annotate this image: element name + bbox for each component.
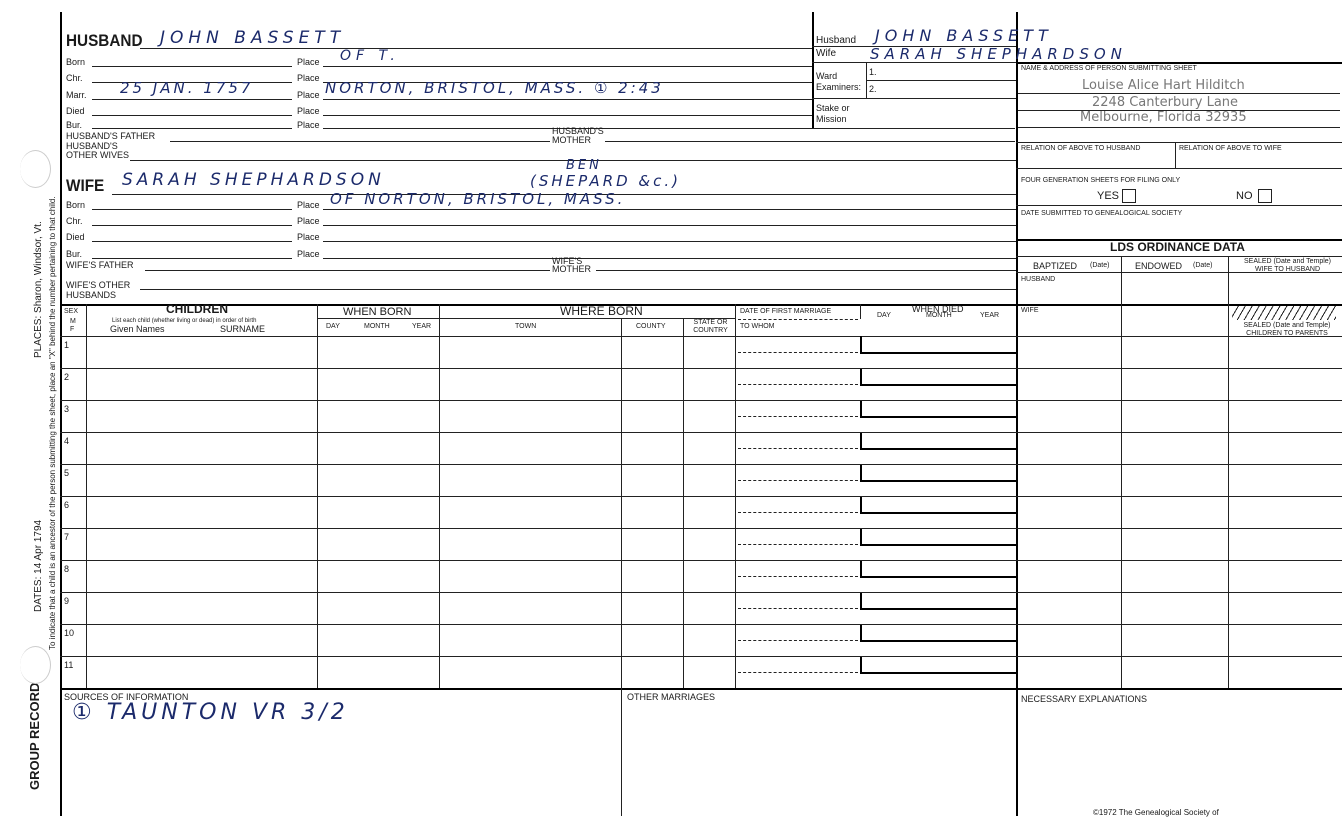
date-submitted-label: DATE SUBMITTED TO GENEALOGICAL SOCIETY [1021, 210, 1183, 217]
wife-died-label: Died [66, 232, 85, 242]
marr-label: Marr. [66, 90, 87, 100]
chr-label: Chr. [66, 73, 83, 83]
marriage-dash-line [738, 640, 858, 641]
given-names-label: Given Names [110, 324, 165, 334]
yes-checkbox[interactable] [1122, 189, 1136, 203]
wife-born-label: Born [66, 200, 86, 210]
marriage-dash-line [738, 576, 858, 577]
child-row-number: 9 [64, 596, 70, 606]
when-born-label: WHEN BORN [343, 306, 412, 318]
wife-label: WIFE [66, 176, 105, 195]
died-bracket [860, 624, 1018, 642]
marriage-dash-line [738, 448, 858, 449]
husband-label: HUSBAND [66, 31, 143, 50]
yes-label: YES [1097, 190, 1120, 202]
row-divider [60, 624, 1342, 625]
children-note: List each child (whether living or dead) in order of birth [112, 318, 257, 324]
died-month-label: MONTH [926, 312, 952, 319]
stake-label: Stake or Mission [816, 103, 850, 124]
sealed-wife-label: SEALED (Date and Temple) WIFE TO HUSBAND [1243, 258, 1332, 273]
died-label: Died [66, 106, 85, 116]
wifes-other-husbands-label: WIFE'S OTHER HUSBANDS [66, 280, 131, 300]
child-row-number: 1 [64, 340, 70, 350]
sources-hw: ① TAUNTON VR 3/2 [72, 700, 349, 725]
children-title: CHILDREN [166, 302, 228, 316]
row-divider [60, 464, 1342, 465]
sealed-children-label: SEALED (Date and Temple) CHILDREN TO PARENTS [1243, 322, 1331, 337]
husbands-other-wives-label: HUSBAND'S OTHER WIVES [66, 141, 130, 160]
born-month-label: MONTH [364, 323, 390, 330]
wifes-mother-label: WIFE'S MOTHER [552, 256, 591, 274]
marriage-dash-line [738, 480, 858, 481]
row-divider [60, 656, 1342, 657]
row-divider [60, 496, 1342, 497]
child-row-number: 6 [64, 500, 70, 510]
marr-place-label: Place [297, 90, 320, 100]
marriage-dash-line [738, 672, 858, 673]
lds-husband-row: HUSBAND [1021, 276, 1056, 283]
relation-wife-label: RELATION OF ABOVE TO WIFE [1179, 145, 1282, 152]
died-bracket [860, 592, 1018, 610]
child-row-number: 5 [64, 468, 70, 478]
died-bracket [860, 336, 1018, 354]
wife-born-place-hw: OF NORTON, BRISTOL, MASS. [330, 190, 626, 208]
husbands-mother-label: HUSBAND'S MOTHER [552, 126, 604, 145]
marriage-dash-line [738, 544, 858, 545]
wife-died-place-label: Place [297, 232, 320, 242]
county-label: COUNTY [636, 323, 666, 330]
wife-born-place-label: Place [297, 200, 320, 210]
examiner-2: 2. [869, 84, 877, 94]
rt-wife-label: Wife [816, 48, 836, 59]
marriage-dash-line [738, 384, 858, 385]
wife-name-hw: SARAH SHEPHARDSON [122, 170, 385, 190]
town-label: TOWN [515, 323, 537, 330]
first-marriage-label: DATE OF FIRST MARRIAGE [740, 308, 832, 315]
died-bracket [860, 432, 1018, 450]
born-year-label: YEAR [412, 323, 432, 330]
where-born-label: WHERE BORN [560, 304, 643, 318]
necessary-explanations-label: NECESSARY EXPLANATIONS [1021, 694, 1148, 704]
four-gen-label: FOUR GENERATION SHEETS FOR FILING ONLY [1021, 177, 1181, 184]
copyright: ©1972 The Genealogical Society of [1093, 808, 1219, 817]
punch-hole-bottom [20, 646, 51, 684]
wife-chr-place-label: Place [297, 216, 320, 226]
row-divider [60, 368, 1342, 369]
died-place-label: Place [297, 106, 320, 116]
endowed-date: (Date) [1193, 262, 1213, 269]
lds-title: LDS ORDINANCE DATA [1110, 240, 1245, 254]
submitter-line-3: Melbourne, Florida 32935 [1080, 110, 1247, 125]
rt-husband-hw: JOHN BASSETT [875, 26, 1053, 45]
submitter-line-1: Louise Alice Hart Hilditch [1082, 78, 1245, 93]
husband-name-hw: JOHN BASSETT [160, 28, 346, 48]
examiner-1: 1. [869, 67, 877, 77]
margin-places: PLACES: Sharon, Windsor, Vt. [33, 221, 44, 358]
died-bracket [860, 560, 1018, 578]
rt-husband-label: Husband [816, 35, 857, 46]
bur-label: Bur. [66, 120, 83, 130]
wife-chr-label: Chr. [66, 216, 83, 226]
no-checkbox[interactable] [1258, 189, 1272, 203]
marr-place-hw: NORTON, BRISTOL, MASS. ① 2:43 [325, 79, 664, 97]
child-row-number: 3 [64, 404, 70, 414]
marriage-dash-line [738, 608, 858, 609]
margin-note: To indicate that a child is an ancestor of the person submitting the sheet, place an "X" behind the number pertaining to that child. [48, 196, 57, 650]
child-row-number: 7 [64, 532, 70, 542]
when-died-label: WHEN DIED [912, 304, 964, 314]
died-bracket [860, 368, 1018, 386]
chr-place-label: Place [297, 73, 320, 83]
born-day-label: DAY [326, 323, 340, 330]
died-bracket [860, 528, 1018, 546]
margin-dates: DATES: 14 Apr 1794 [33, 519, 44, 612]
wife-bur-place-label: Place [297, 249, 320, 259]
born-place-label: Place [297, 57, 320, 67]
child-row-number: 8 [64, 564, 70, 574]
row-divider [60, 592, 1342, 593]
died-bracket [860, 656, 1018, 674]
died-bracket [860, 464, 1018, 482]
endowed-label: ENDOWED [1135, 261, 1182, 271]
ward-label: Ward [816, 71, 838, 81]
baptized-label: BAPTIZED [1033, 261, 1078, 271]
child-row-number: 10 [64, 628, 75, 638]
row-divider [60, 432, 1342, 433]
child-row-number: 2 [64, 372, 70, 382]
submitter-label: NAME & ADDRESS OF PERSON SUBMITTING SHEET [1021, 65, 1197, 72]
wifes-father-label: WIFE'S FATHER [66, 260, 134, 270]
no-label: NO [1236, 190, 1253, 202]
marriage-dash-line [738, 416, 858, 417]
punch-hole-top [20, 150, 51, 188]
row-divider [60, 400, 1342, 401]
submitter-line-2: 2248 Canterbury Lane [1092, 95, 1239, 110]
child-row-number: 4 [64, 436, 70, 446]
bur-place-label: Place [297, 120, 320, 130]
wife-bur-label: Bur. [66, 249, 83, 259]
examiners-label: Examiners: [816, 82, 862, 92]
died-bracket [860, 496, 1018, 514]
to-whom-label: TO WHOM [740, 323, 775, 330]
lds-wife-row: WIFE [1021, 307, 1039, 314]
wife-alt-hw: (SHEPARD &c.) [530, 172, 681, 190]
relation-husband-label: RELATION OF ABOVE TO HUSBAND [1021, 145, 1141, 152]
surname-label: SURNAME [220, 324, 266, 334]
wife-ben-hw: BEN [566, 158, 602, 173]
state-label: STATE OR COUNTRY [693, 319, 728, 334]
sex-label: SEX [64, 308, 79, 315]
rt-wife-hw: SARAH SHEPHARDSON [870, 45, 1127, 63]
child-row-number: 11 [64, 660, 74, 670]
sources-label: SOURCES OF INFORMATION [64, 692, 189, 702]
husbands-father-label: HUSBAND'S FATHER [66, 131, 156, 141]
margin-group-record: GROUP RECORD [27, 682, 42, 790]
marr-date-hw: 25 JAN. 1757 [120, 79, 254, 97]
died-bracket [860, 400, 1018, 418]
baptized-date: (Date) [1090, 262, 1110, 269]
marriage-dash-line [738, 352, 858, 353]
other-marriages-label: OTHER MARRIAGES [627, 692, 716, 702]
row-divider [60, 560, 1342, 561]
row-divider [60, 528, 1342, 529]
born-place-hw: OF T. [340, 48, 400, 64]
hatched-box [1232, 306, 1336, 320]
born-label: Born [66, 57, 86, 67]
marriage-dash-line [738, 512, 858, 513]
died-day-label: DAY [877, 312, 891, 319]
mf-label: M F [70, 318, 76, 333]
died-year-label: YEAR [980, 312, 1000, 319]
